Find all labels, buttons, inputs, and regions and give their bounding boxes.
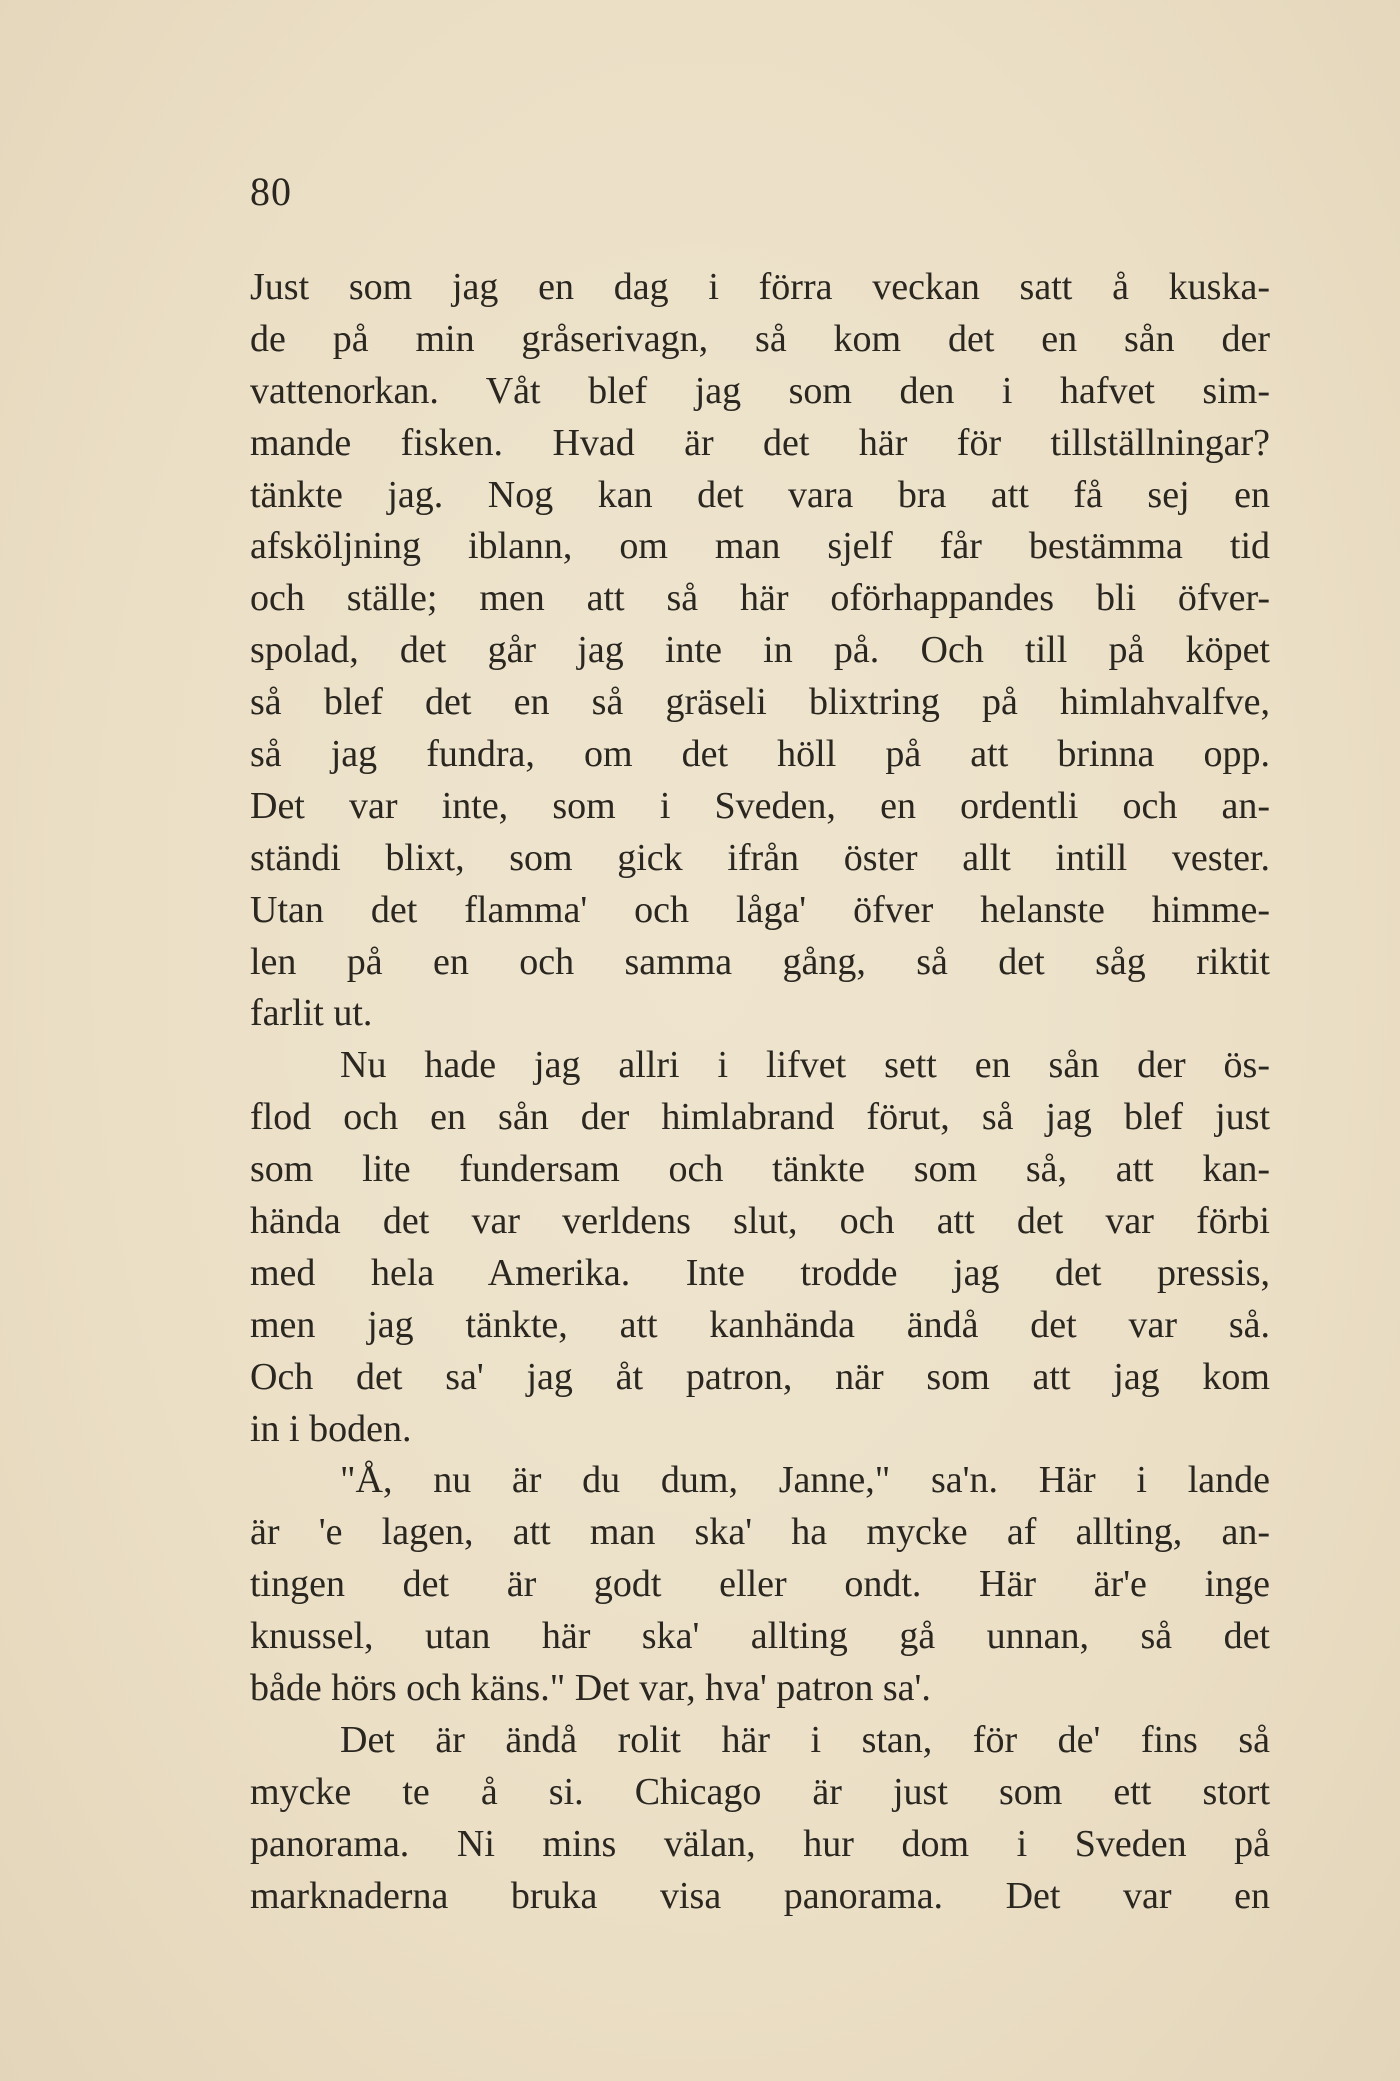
- text-line: Utan det flamma' och låga' öfver helanste himme-: [250, 888, 1270, 931]
- text-line: hända det var verldens slut, och att det var förbi: [250, 1200, 1270, 1243]
- text-line: Det är ändå rolit här i stan, för de' fins så: [340, 1718, 1270, 1761]
- text-line: tingen det är godt eller ondt. Här är'e inge: [250, 1563, 1270, 1606]
- text-line: Och det sa' jag åt patron, när som att jag kom: [250, 1355, 1270, 1398]
- text-line: len på en och samma gång, så det såg riktit: [250, 940, 1270, 983]
- text-line: med hela Amerika. Inte trodde jag det pressis,: [250, 1251, 1270, 1294]
- text-line: ständi blixt, som gick ifrån öster allt intill vester.: [250, 836, 1270, 879]
- body-text: [250, 262, 1270, 1923]
- text-line: vattenorkan. Våt blef jag som den i hafvet sim-: [250, 369, 1270, 412]
- text-line: är 'e lagen, att man ska' ha mycke af allting, an-: [250, 1511, 1270, 1554]
- text-line: "Å, nu är du dum, Janne," sa'n. Här i lande: [340, 1459, 1270, 1502]
- text-line: tänkte jag. Nog kan det vara bra att få sej en: [250, 473, 1270, 516]
- text-line: så jag fundra, om det höll på att brinna opp.: [250, 733, 1270, 776]
- text-line: Just som jag en dag i förra veckan satt å kuska-: [250, 266, 1270, 308]
- text-line: både hörs och käns." Det var, hva' patron sa'.: [250, 1667, 931, 1710]
- text-line: som lite fundersam och tänkte som så, att kan-: [250, 1148, 1270, 1191]
- text-line: knussel, utan här ska' allting gå unnan, så det: [250, 1615, 1270, 1658]
- text-line: in i boden.: [250, 1407, 412, 1450]
- text-line: mycke te å si. Chicago är just som ett stort: [250, 1770, 1270, 1813]
- text-line: spolad, det går jag inte in på. Och till på köpet: [250, 629, 1270, 672]
- text-line: de på min gråserivagn, så kom det en sån der: [250, 317, 1270, 360]
- text-line: farlit ut.: [250, 992, 373, 1035]
- text-line: marknaderna bruka visa panorama. Det var en: [250, 1874, 1270, 1917]
- text-line: afsköljning iblann, om man sjelf får bestämma tid: [250, 525, 1270, 568]
- text-line: panorama. Ni mins välan, hur dom i Sveden på: [250, 1822, 1270, 1865]
- page-number: 80: [250, 169, 292, 214]
- text-line: Nu hade jag allri i lifvet sett en sån der ös-: [340, 1044, 1270, 1087]
- text-line: mande fisken. Hvad är det här för tillställningar?: [250, 421, 1270, 464]
- text-line: och ställe; men att så här oförhappandes bli öfver-: [250, 577, 1270, 620]
- text-line: flod och en sån der himlabrand förut, så jag blef just: [250, 1096, 1270, 1139]
- text-line: Det var inte, som i Sveden, en ordentli och an-: [250, 784, 1270, 827]
- text-line: men jag tänkte, att kanhända ändå det var så.: [250, 1303, 1270, 1346]
- text-line: så blef det en så gräseli blixtring på himlahvalfve,: [250, 681, 1270, 724]
